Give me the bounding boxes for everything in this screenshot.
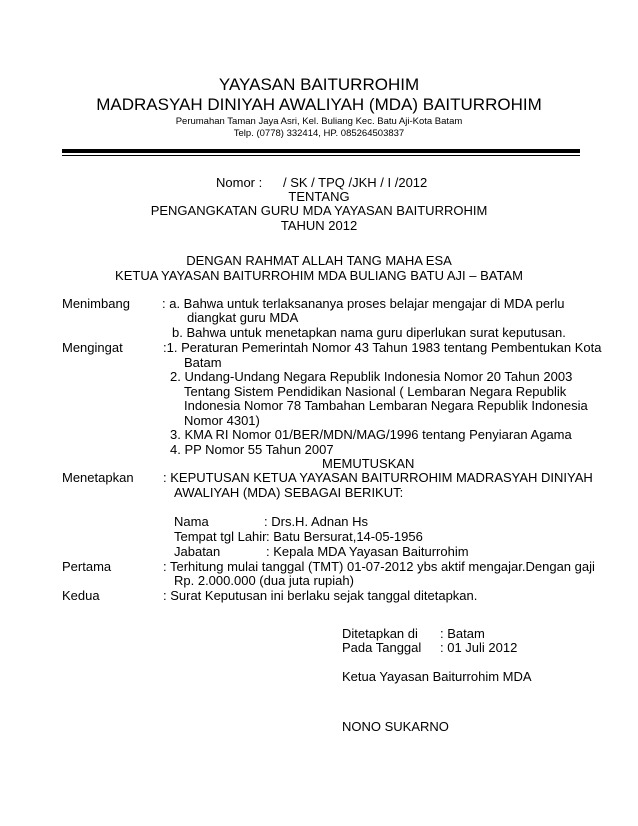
menimbang-a-line-1: : a. Bahwa untuk terlaksananya proses belajar mengajar di MDA perlu (162, 296, 565, 311)
preamble-line-2: KETUA YAYASAN BAITURROHIM MDA BULIANG BATU AJI – BATAM (115, 268, 523, 283)
mengingat-item-1-line-1: :1. Peraturan Pemerintah Nomor 43 Tahun 1983 tentang Pembentukan Kota (163, 340, 602, 355)
mengingat-item-4: 4. PP Nomor 55 Tahun 2007 (170, 442, 334, 457)
mengingat-item-2-line-3: Indonesia Nomor 78 Tambahan Lembaran Negara Republik Indonesia (184, 398, 588, 413)
memutuskan-heading: MEMUTUSKAN (322, 456, 415, 471)
letterhead-phone: Telp. (0778) 332414, HP. 085264503837 (233, 128, 405, 139)
mengingat-item-3: 3. KMA RI Nomor 01/BER/MDN/MAG/1996 tentang Penyiaran Agama (170, 427, 572, 442)
letterhead-rule-thick (62, 149, 580, 153)
menetapkan-line-2: AWALIYAH (MDA) SEBAGAI BERIKUT: (174, 485, 404, 500)
menimbang-b: b. Bahwa untuk menetapkan nama guru diperlukan surat keputusan. (172, 325, 566, 340)
kedua-text: : Surat Keputusan ini berlaku sejak tanggal ditetapkan. (163, 588, 478, 603)
menetapkan-label: Menetapkan (62, 470, 134, 485)
pertama-line-1: : Terhitung mulai tanggal (TMT) 01-07-2012 ybs aktif mengajar.Dengan gaji (163, 559, 595, 574)
school-name: MADRASYAH DINIYAH AWALIYAH (MDA) BAITURROHIM (96, 95, 542, 114)
jabatan-label: Jabatan (174, 544, 221, 559)
signatory-position: Ketua Yayasan Baiturrohim MDA (342, 669, 532, 684)
tanggal-label: Pada Tanggal (342, 640, 422, 655)
ditetapkan-label: Ditetapkan di (342, 626, 418, 641)
decree-subject: PENGANGKATAN GURU MDA YAYASAN BAITURROHIM (150, 203, 488, 218)
pertama-line-2: Rp. 2.000.000 (dua juta rupiah) (174, 573, 354, 588)
mengingat-item-2-line-4: Nomor 4301) (184, 413, 260, 428)
mengingat-item-2-line-1: 2. Undang-Undang Negara Republik Indonesia Nomor 20 Tahun 2003 (170, 369, 573, 384)
ttl-label: Tempat tgl Lahir (174, 529, 267, 544)
decree-year: TAHUN 2012 (280, 218, 358, 233)
nama-value: : Drs.H. Adnan Hs (264, 514, 369, 529)
ditetapkan-value: : Batam (440, 626, 485, 641)
preamble-line-1: DENGAN RAHMAT ALLAH TANG MAHA ESA (186, 253, 452, 268)
signatory-name: NONO SUKARNO (342, 719, 449, 734)
mengingat-label: Mengingat (62, 340, 123, 355)
menimbang-a-line-2: diangkat guru MDA (187, 310, 299, 325)
kedua-label: Kedua (62, 588, 100, 603)
mengingat-item-1-line-2: Batam (184, 355, 222, 370)
nomor-value: / SK / TPQ /JKH / I /2012 (283, 175, 428, 190)
menetapkan-line-1: : KEPUTUSAN KETUA YAYASAN BAITURROHIM MADRASYAH DINIYAH (163, 470, 593, 485)
mengingat-item-2-line-2: Tentang Sistem Pendidikan Nasional ( Lembaran Negara Republik (184, 384, 567, 399)
nama-label: Nama (174, 514, 209, 529)
tanggal-value: : 01 Juli 2012 (440, 640, 518, 655)
pertama-label: Pertama (62, 559, 112, 574)
org-name: YAYASAN BAITURROHIM (218, 75, 420, 94)
letterhead-rule-thin (62, 155, 580, 156)
menimbang-label: Menimbang (62, 296, 130, 311)
nomor-label: Nomor : (216, 175, 263, 190)
jabatan-value: : Kepala MDA Yayasan Baiturrohim (266, 544, 469, 559)
ttl-value: : Batu Bersurat,14-05-1956 (266, 529, 423, 544)
letterhead-address: Perumahan Taman Jaya Asri, Kel. Buliang Kec. Batu Aji-Kota Batam (175, 116, 463, 127)
tentang-heading: TENTANG (288, 189, 350, 204)
